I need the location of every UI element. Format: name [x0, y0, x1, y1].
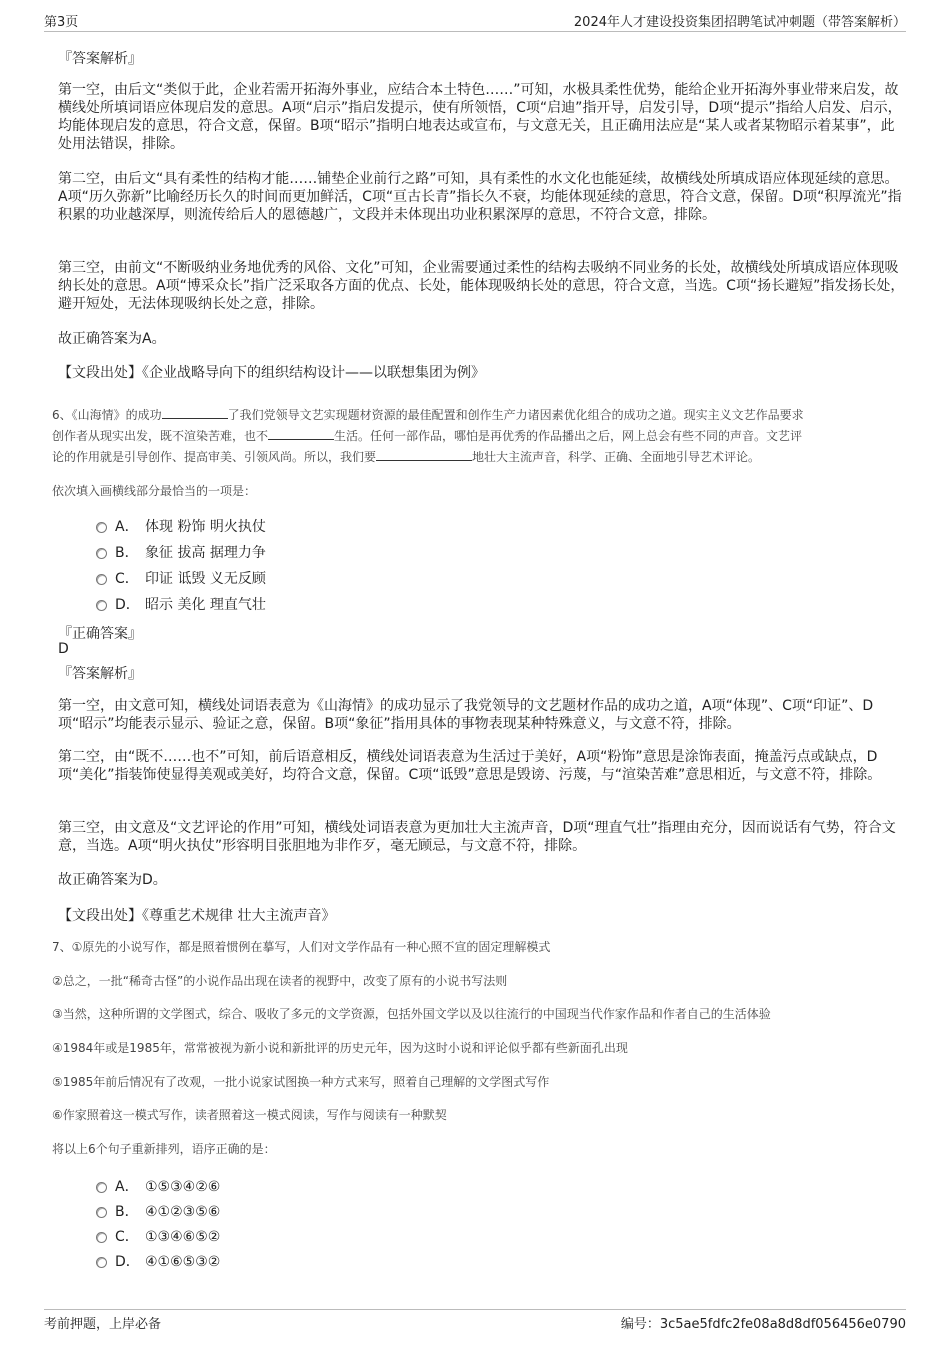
q6-analysis-para-2: 第二空，由“既不……也不”可知，前后语意相反，横线处词语表意为生活过于美好，A项“粉饰”意思是涂饰表面，掩盖污点或缺点，D项“美化”指装饰使显得美观或美好，均符合文意，保留。C项“诋毁”意思是毁谤、污蔑，与“渲染苦难”意思相近，与文意不符，排除。: [58, 749, 882, 783]
q6-stem-text: 地壮大主流声音，科学、正确、全面地引导艺术评论。: [472, 450, 761, 464]
option-letter: A．: [115, 1179, 139, 1195]
q6-stem-text: 6、《山海情》的成功: [52, 408, 162, 422]
header-divider: [44, 31, 906, 32]
q5-source: 【文段出处】《企业战略导向下的组织结构设计——以联想集团为例》: [58, 365, 485, 381]
document-title: 2024年人才建设投资集团招聘笔试冲刺题（带答案解析）: [573, 15, 906, 30]
blank-2: [268, 427, 334, 440]
q6-analysis-tag: 『答案解析』: [58, 666, 142, 682]
q7-sentence-3: ③当然，这种所谓的文学图式，综合、吸收了多元的文学资源，包括外国文学以及以往流行的中国现当代作家作品和作者自己的生活体验: [52, 1007, 771, 1021]
q6-stem-text: 了我们党领导文艺实现题材资源的最佳配置和创作生产力诸因素优化组合的成功之道。现实主义文艺作品要求: [227, 408, 804, 422]
q5-analysis-para-3: 第三空，由前文“不断吸纳业务地优秀的风俗、文化”可知，企业需要通过柔性的结构去吸纳不同业务的长处，故横线处所填成语应体现吸纳长处的意思。A项“博采众长”指广泛采取各方面的优点、长处，能体现吸纳长处的意思，符合文意，当选。C项“扬长避短”指发扬长处，避开短处，无法体现吸纳长处之意，排除。: [58, 260, 905, 312]
radio-icon[interactable]: [96, 600, 107, 611]
q6-stem-text: 论的作用就是引导创作、提高审美、引领风尚。所以，我们要: [52, 450, 377, 464]
footer-slogan: 考前押题，上岸必备: [44, 1317, 162, 1332]
q6-analysis-para-3: 第三空，由文意及“文艺评论的作用”可知，横线处词语表意为更加壮大主流声音，D项“理直气壮”指理由充分，因而说话有气势，符合文意，当选。A项“明火执仗”形容明目张胆地为非作歹，毫无顾忌，与文意不符，排除。: [58, 820, 896, 854]
footer-serial: 编号：3c5ae5fdfc2fe08a8d8df056456e0790: [620, 1317, 906, 1332]
q5-analysis-para-1: 第一空，由后文“类似于此，企业若需开拓海外事业，应结合本土特色……”可知，水极具柔性优势，能给企业开拓海外事业带来启发，故横线处所填词语应体现启发的意思。A项“启示”指启发提示，使有所领悟，C项“启迪”指开导，启发引导，D项“提示”指给人启发、启示，均能体现启发的意思，符合文意，保留。B项“昭示”指明白地表达或宣布，与文意无关，且正确用法应是“某人或者某物昭示着某事”，此处用法错误，排除。: [58, 82, 902, 152]
option-letter: B．: [115, 1204, 139, 1220]
q6-stem-line-2: [52, 426, 906, 446]
option-letter: B．: [115, 545, 139, 561]
q7-option-a[interactable]: [96, 1176, 220, 1196]
q6-prompt: 依次填入画横线部分最恰当的一项是：: [52, 484, 257, 498]
option-text: 象征 拔高 据理力争: [145, 545, 266, 561]
option-text: ①⑤③④②⑥: [145, 1179, 221, 1195]
radio-icon[interactable]: [96, 1232, 107, 1243]
q5-analysis-para-2: 第二空，由后文“具有柔性的结构才能……铺垫企业前行之路”可知，具有柔性的水文化也能延续，故横线处所填成语应体现延续的意思。A项“历久弥新”比喻经历长久的时间而更加鲜活，C项“亘古长青”指长久不衰，均能体现延续的意思，符合文意，保留。D项“积厚流光”指积累的功业越深厚，则流传给后人的恩德越广，文段并未体现出功业积累深厚的意思，不符合文意，排除。: [58, 171, 902, 223]
blank-3: [376, 448, 472, 461]
q6-source: 【文段出处】《尊重艺术规律 壮大主流声音》: [58, 908, 336, 924]
q6-option-a[interactable]: [96, 516, 266, 536]
option-text: 印证 诋毁 义无反顾: [145, 571, 266, 587]
q7-option-d[interactable]: [96, 1251, 220, 1271]
option-text: ①③④⑥⑤②: [145, 1229, 221, 1245]
footer-divider: [44, 1309, 906, 1310]
radio-icon[interactable]: [96, 1257, 107, 1268]
option-letter: A．: [115, 519, 139, 535]
q6-stem-text: 创作者从现实出发，既不渲染苦难，也不: [52, 429, 269, 443]
page-number: 第3页: [44, 15, 79, 30]
option-letter: D．: [115, 597, 140, 613]
q6-conclusion: 故正确答案为D。: [58, 872, 167, 888]
q6-stem-line-3: [52, 447, 906, 467]
option-text: ④①②③⑤⑥: [145, 1204, 221, 1220]
q6-answer-tag: 『正确答案』: [58, 626, 142, 642]
option-text: ④①⑥⑤③②: [145, 1254, 221, 1270]
blank-1: [162, 406, 228, 419]
q6-stem-text: 生活。任何一部作品，哪怕是再优秀的作品播出之后，网上总会有些不同的声音。文艺评: [334, 429, 803, 443]
q7-sentence-1: 7、①原先的小说写作，都是照着惯例在摹写，人们对文学作品有一种心照不宣的固定理解模式: [52, 940, 551, 954]
q6-option-b[interactable]: [96, 542, 266, 562]
q5-conclusion: 故正确答案为A。: [58, 331, 166, 347]
radio-icon[interactable]: [96, 574, 107, 585]
q6-analysis-para-1: 第一空，由文意可知，横线处词语表意为《山海情》的成功显示了我党领导的文艺题材作品的成功之道，A项“体现”、C项“印证”、D项“昭示”均能表示显示、验证之意，保留。B项“象征”指用具体的事物表现某种特殊意义，与文意不符，排除。: [58, 698, 874, 732]
q7-sentence-6: ⑥作家照着这一模式写作，读者照着这一模式阅读，写作与阅读有一种默契: [52, 1108, 447, 1122]
q7-prompt: 将以上6个句子重新排列，语序正确的是：: [52, 1142, 276, 1156]
radio-icon[interactable]: [96, 1207, 107, 1218]
radio-icon[interactable]: [96, 548, 107, 559]
option-letter: C．: [115, 1229, 139, 1245]
q7-sentence-5: ⑤1985年前后情况有了改观，一批小说家试图换一种方式来写，照着自己理解的文学图式写作: [52, 1075, 550, 1089]
radio-icon[interactable]: [96, 1182, 107, 1193]
q5-analysis-tag: 『答案解析』: [58, 51, 142, 67]
q6-option-d[interactable]: [96, 594, 266, 614]
option-letter: C．: [115, 571, 139, 587]
radio-icon[interactable]: [96, 522, 107, 533]
option-letter: D．: [115, 1254, 140, 1270]
q7-option-b[interactable]: [96, 1201, 220, 1221]
option-text: 体现 粉饰 明火执仗: [145, 519, 266, 535]
q7-sentence-2: ②总之，一批“稀奇古怪”的小说作品出现在读者的视野中，改变了原有的小说书写法则: [52, 974, 508, 988]
q7-sentence-4: ④1984年或是1985年，常常被视为新小说和新批评的历史元年，因为这时小说和评论似乎都有些新面孔出现: [52, 1041, 628, 1055]
q6-stem-line-1: [52, 405, 906, 425]
q6-option-c[interactable]: [96, 568, 266, 588]
option-text: 昭示 美化 理直气壮: [145, 597, 266, 613]
q7-option-c[interactable]: [96, 1226, 220, 1246]
q6-answer: D: [58, 641, 69, 657]
